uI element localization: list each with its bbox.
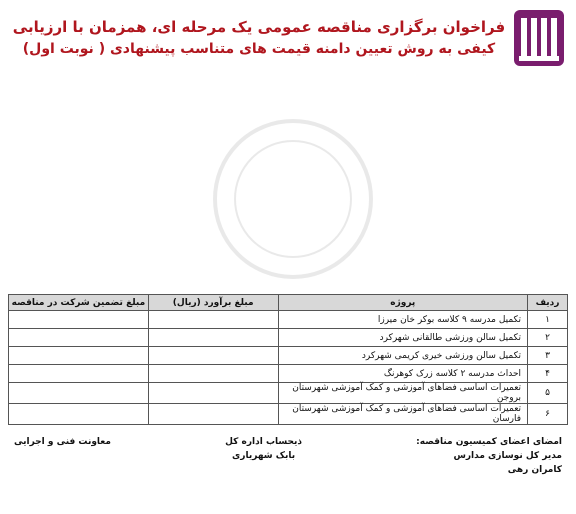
notice-body-text-area [8, 74, 568, 288]
signature-commission [416, 435, 562, 477]
table-row [9, 329, 568, 347]
row-number: ۳ [528, 347, 568, 365]
project-estimate [148, 311, 278, 329]
header-project: پروژه [278, 295, 528, 311]
project-bond [9, 347, 149, 365]
table-row [9, 404, 568, 425]
project-name: تکمیل سالن ورزشی طالقانی شهرکرد [278, 329, 528, 347]
signature-director-title: مدیر کل نوسازی مدارس [453, 451, 562, 461]
project-name: احداث مدرسه ۲ کلاسه زرک کوهرنگ [278, 365, 528, 383]
notice-title-line1: فراخوان برگزاری مناقصه عمومی یک مرحله ای، همزمان با ارزیابی [12, 18, 506, 36]
header-bond: مبلغ تضمین شرکت در مناقصه [9, 295, 149, 311]
notice-header [8, 6, 568, 70]
signature-director-name: کامران رهی [507, 465, 562, 475]
header-row-number: ردیف [528, 295, 568, 311]
signature-technical-deputy-title: معاونت فنی و اجرایی [14, 437, 111, 447]
table-row [9, 365, 568, 383]
project-bond [9, 329, 149, 347]
table-row [9, 347, 568, 365]
row-number: ۴ [528, 365, 568, 383]
organization-logo-icon [510, 8, 568, 68]
notice-title-line2: کیفی به روش تعیین دامنه قیمت های متناسب پیشنهادی ( نوبت اول) [22, 41, 496, 57]
projects-table [8, 294, 568, 425]
project-name: تکمیل مدرسه ۹ کلاسه بوکر خان میرزا [278, 311, 528, 329]
row-number: ۵ [528, 383, 568, 404]
row-number: ۱ [528, 311, 568, 329]
project-estimate [148, 329, 278, 347]
seal-watermark-icon [208, 114, 378, 284]
project-bond [9, 365, 149, 383]
project-estimate [148, 404, 278, 425]
project-name: تعمیرات اساسی فضاهای آموزشی و کمک آموزشی شهرستان فارسان [278, 404, 528, 425]
header-estimate: مبلغ برآورد (ریال) [148, 295, 278, 311]
project-estimate [148, 365, 278, 383]
project-bond [9, 383, 149, 404]
signature-commission-caption: امضای اعضای کمیسیون مناقصه: [416, 437, 562, 447]
signature-technical-deputy [14, 435, 111, 477]
row-number: ۲ [528, 329, 568, 347]
project-estimate [148, 347, 278, 365]
project-name: تکمیل سالن ورزشی خیری کریمی شهرکرد [278, 347, 528, 365]
table-row [9, 311, 568, 329]
project-bond [9, 404, 149, 425]
notice-title-block [8, 16, 510, 60]
signature-block [8, 435, 568, 477]
row-number: ۶ [528, 404, 568, 425]
project-bond [9, 311, 149, 329]
table-row [9, 383, 568, 404]
project-estimate [148, 383, 278, 404]
signature-comptroller-title: ذیحساب اداره کل [225, 437, 303, 447]
project-name: تعمیرات اساسی فضاهای آموزشی و کمک آموزشی شهرستان بروجن [278, 383, 528, 404]
table-header-row [9, 295, 568, 311]
signature-comptroller [225, 435, 302, 477]
signature-comptroller-name: بابک شهریاری [232, 451, 296, 461]
